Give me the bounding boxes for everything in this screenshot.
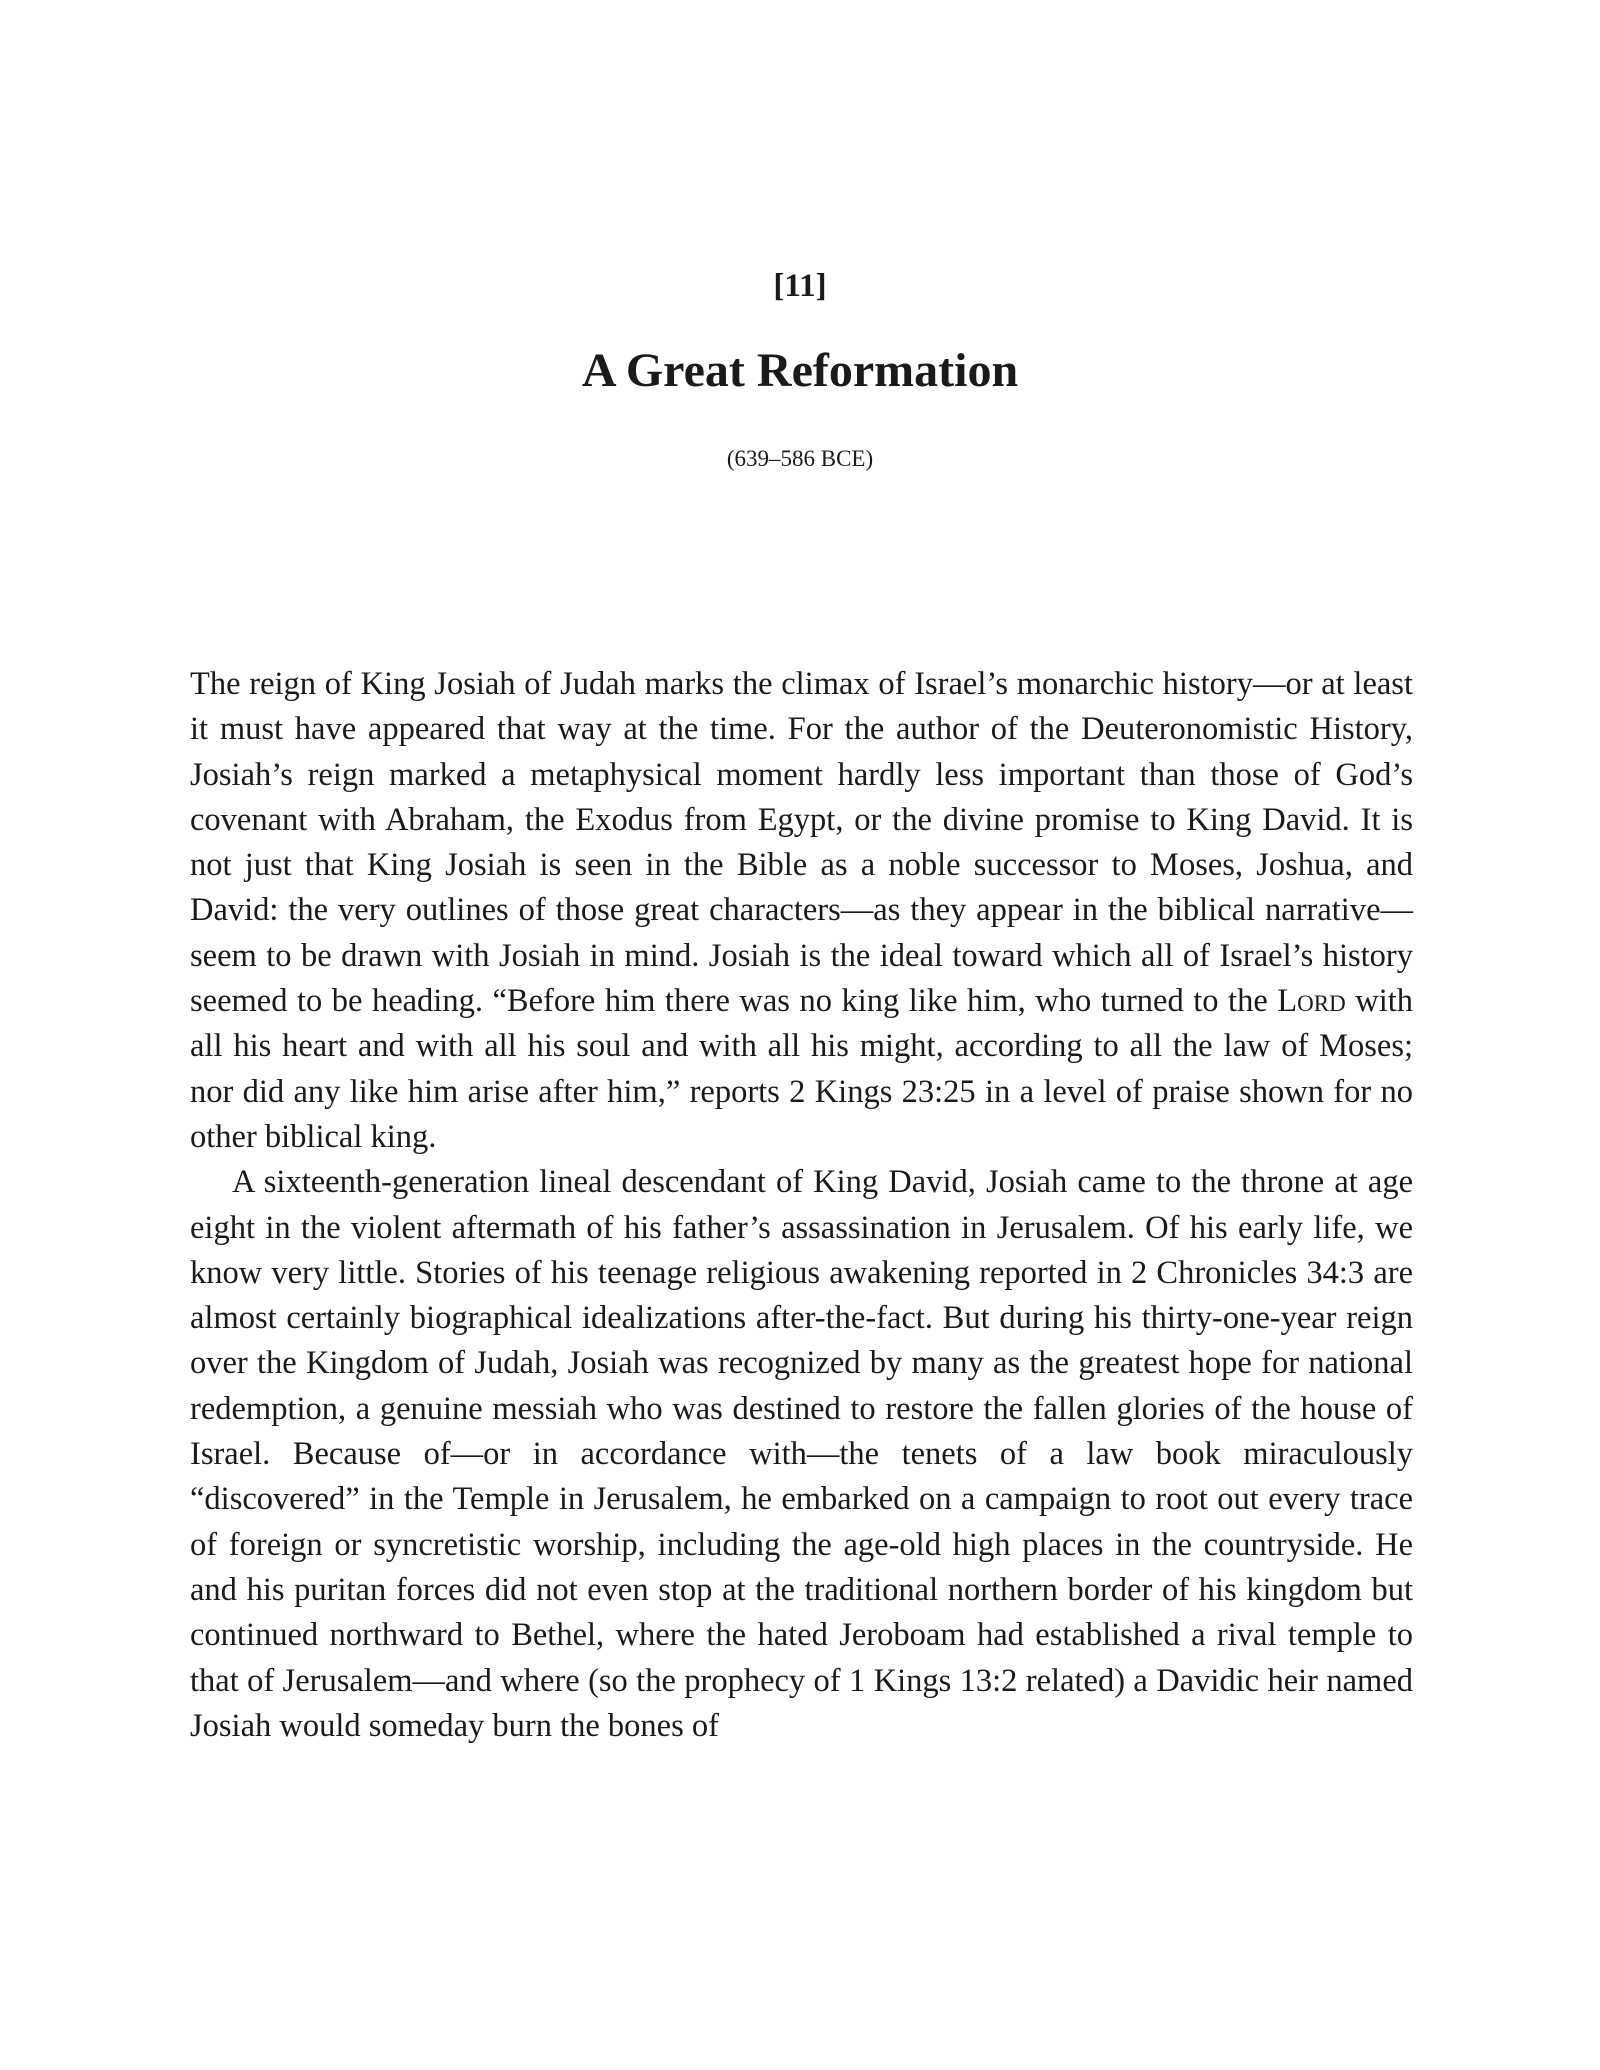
chapter-title: A Great Reformation [581,344,1019,397]
chapter-number: [11] [773,268,827,304]
paragraph-1 [190,662,1413,1160]
paragraph-1-text-b: with all his heart and with all his soul and with all his might, according to all the law of Moses; nor did any like him arise after him,” reports 2 Kings 23:25 in a level of praise shown for no other biblical king. [190,983,1414,1155]
chapter-dates: (639–586 BCE) [726,446,874,471]
paragraph-1-text-a: The reign of King Josiah of Judah marks the climax of Israel’s monarchic history—or at least it must have appeared that way at the time. For the author of the Deuteronomistic History, Josiah’s reign marked a metaphysical moment hardly less important than those of God’s covenant with Abraham, the Exodus from Egypt, or the divine promise to King David. It is not just that King Josiah is seen in the Bible as a noble successor to Moses, Joshua, and David: the very outlines of those great characters—as they appear in the biblical narrative—seem to be drawn with Josiah in mind. Josiah is the ideal toward which all of Israel’s history seemed to be heading. “Before him there was no king like him, who turned to the [190,666,1413,1020]
paragraph-2: A sixteenth-generation lineal descendant of King David, Josiah came to the throne at age eight in the violent aftermath of his father’s assassination in Jerusalem. Of his early life, we know very little. Stories of his teenage religious awakening reported in 2 Chronicles 34:3 are almost certainly biographical idealizations after-the-fact. But during his thirty-one-year reign over the Kingdom of Judah, Josiah was recognized by many as the greatest hope for national redemption, a genuine messiah who was destined to restore the fallen glories of the house of Israel. Because of—or in accordance with—the tenets of a law book miraculously “discovered” in the Temple in Jerusalem, he embarked on a campaign to root out every trace of foreign or syncretistic worship, including the age-old high places in the countryside. He and his puritan forces did not even stop at the traditional northern border of his kingdom but continued northward to Bethel, where the hated Jeroboam had established a rival temple to that of Jerusalem—and where (so the prophecy of 1 Kings 13:2 related) a Davidic heir named Josiah would someday burn the bones of [190,1164,1413,1744]
lord-small-caps: Lord [1277,983,1346,1020]
body-text [190,662,1413,1749]
